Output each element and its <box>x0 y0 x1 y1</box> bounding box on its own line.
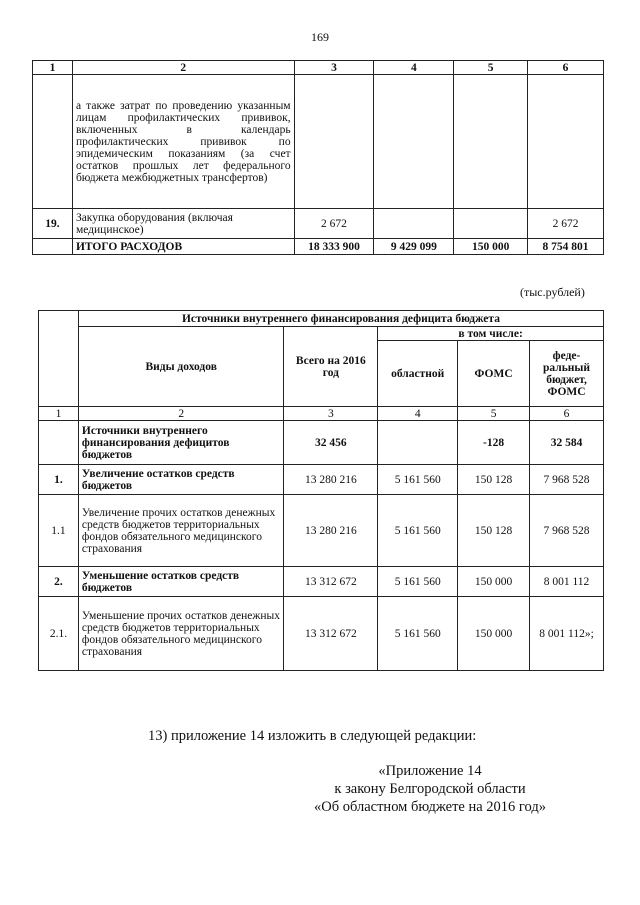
col-number: 2 <box>72 61 294 75</box>
table-row <box>33 209 604 239</box>
appendix-law: к закону Белгородской области <box>334 781 526 797</box>
row-number: 2.1. <box>39 597 79 671</box>
col-total: Всего на 2016 год <box>284 327 378 407</box>
col-number: 5 <box>458 407 530 421</box>
cell-regional: 5 161 560 <box>378 465 458 495</box>
appendix-budget: «Об областном бюджете на 2016 год» <box>314 799 546 815</box>
table-row <box>39 465 604 495</box>
cell-total: 18 333 900 <box>294 239 374 255</box>
cell-regional: 9 429 099 <box>374 239 454 255</box>
cell-regional: 5 161 560 <box>378 495 458 567</box>
row-text: Закупка оборудования (включая медицинское) <box>72 209 294 239</box>
cell-federal: 32 584 <box>530 421 604 465</box>
table-title-row <box>39 311 604 327</box>
row-name: Уменьшение остатков средств бюджетов <box>78 567 284 597</box>
cell-foms: 150 000 <box>458 597 530 671</box>
cell-foms: 150 000 <box>458 567 530 597</box>
cell-regional: 5 161 560 <box>378 597 458 671</box>
row-number: 19. <box>33 209 73 239</box>
units-label: (тыс.рублей) <box>520 285 585 299</box>
row-number: 2. <box>39 567 79 597</box>
row-name: Уменьшение прочих остатков денежных средств бюджетов территориальных фондов обязательного медицинского страхования <box>78 597 284 671</box>
row-name: Увеличение прочих остатков денежных средств бюджетов территориальных фондов обязательного медицинского страхования <box>78 495 284 567</box>
cell-federal: 2 672 <box>528 209 604 239</box>
cell-federal: 7 968 528 <box>530 465 604 495</box>
col-number: 3 <box>284 407 378 421</box>
col-number: 6 <box>528 61 604 75</box>
col-number: 5 <box>454 61 528 75</box>
sources-table <box>38 310 604 671</box>
row-text: а также затрат по проведению указанным лицам профилактических прививок, включенных в календарь профилактических прививок по эпидемическим показаниям (за счет остатков прошлых лет федерального бюджета межбюджетных трансфертов) <box>72 75 294 209</box>
col-number: 4 <box>378 407 458 421</box>
table-row <box>33 75 604 209</box>
col-foms: ФОМС <box>458 341 530 407</box>
row-name: Источники внутреннего финансирования дефицитов бюджетов <box>78 421 284 465</box>
appendix-title: «Приложение 14 <box>378 763 482 779</box>
total-row <box>33 239 604 255</box>
table-row <box>39 421 604 465</box>
cell-total: 32 456 <box>284 421 378 465</box>
cell-foms: -128 <box>458 421 530 465</box>
incl-header: в том числе: <box>378 327 604 341</box>
table-row <box>39 495 604 567</box>
cell-regional <box>374 209 454 239</box>
table-header-row <box>33 61 604 75</box>
cell-foms <box>454 209 528 239</box>
col-number: 1 <box>33 61 73 75</box>
cell-total: 13 312 672 <box>284 567 378 597</box>
col-number: 2 <box>78 407 284 421</box>
cell-foms: 150 128 <box>458 465 530 495</box>
col-number: 4 <box>374 61 454 75</box>
cell-federal: 7 968 528 <box>530 495 604 567</box>
col-number: 6 <box>530 407 604 421</box>
page-number: 169 <box>311 30 329 44</box>
expenses-table <box>32 60 604 255</box>
cell-total: 13 280 216 <box>284 495 378 567</box>
intro-text: 13) приложение 14 изложить в следующей редакции: <box>148 728 477 744</box>
table-row <box>39 597 604 671</box>
col-types: Виды доходов <box>78 327 284 407</box>
col-number: 1 <box>39 407 79 421</box>
cell-foms: 150 000 <box>454 239 528 255</box>
row-number: 1.1 <box>39 495 79 567</box>
col-regional: областной <box>378 341 458 407</box>
cell-regional: 5 161 560 <box>378 567 458 597</box>
cell-federal: 8 001 112 <box>530 567 604 597</box>
cell-total: 13 280 216 <box>284 465 378 495</box>
row-number <box>39 421 79 465</box>
col-number: 3 <box>294 61 374 75</box>
row-number: 1. <box>39 465 79 495</box>
row-name: Увеличение остатков средств бюджетов <box>78 465 284 495</box>
cell-foms: 150 128 <box>458 495 530 567</box>
cell-total: 2 672 <box>294 209 374 239</box>
cell-federal: 8 754 801 <box>528 239 604 255</box>
cell-total: 13 312 672 <box>284 597 378 671</box>
total-label: ИТОГО РАСХОДОВ <box>72 239 294 255</box>
cell-federal: 8 001 112»; <box>530 597 604 671</box>
table-row <box>39 567 604 597</box>
table-title: Источники внутреннего финансирования дефицита бюджета <box>78 311 603 327</box>
table-header-row <box>39 327 604 341</box>
cell-regional <box>378 421 458 465</box>
numbers-row <box>39 407 604 421</box>
col-federal: феде-ральный бюджет, ФОМС <box>530 341 604 407</box>
